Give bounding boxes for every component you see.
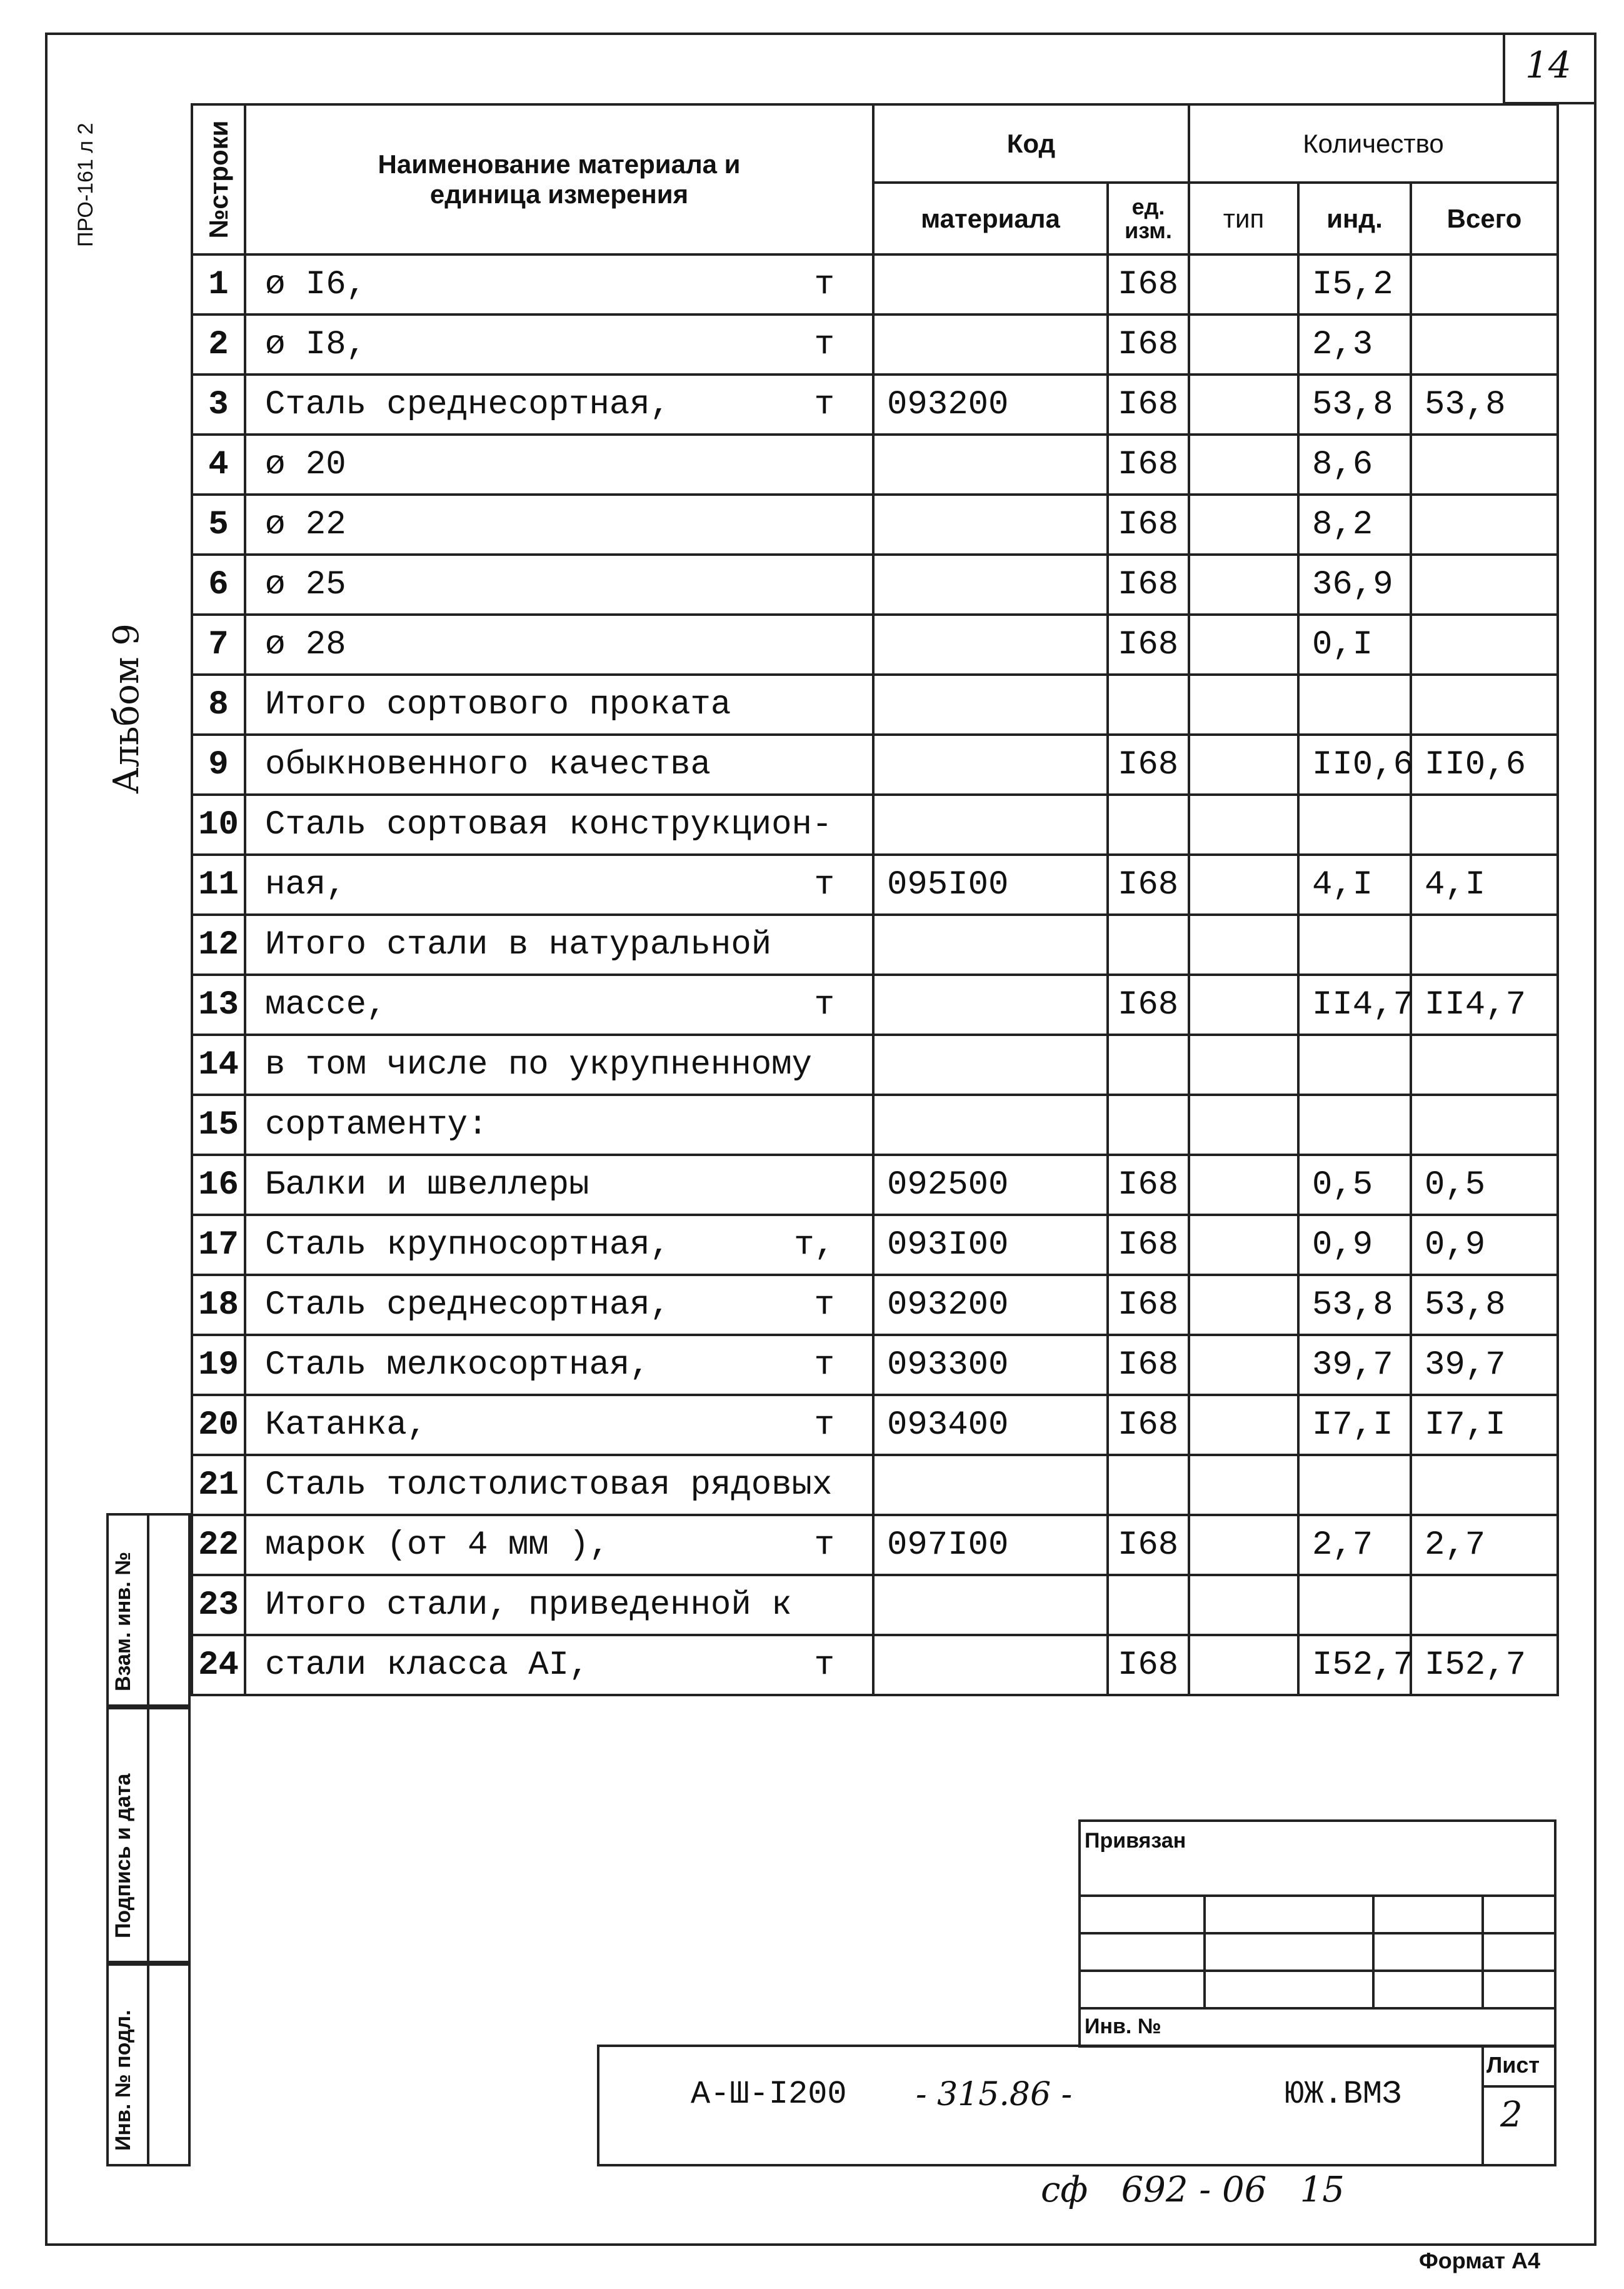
quantity-type — [1189, 735, 1298, 795]
row-number: 3 — [192, 375, 245, 435]
material-code — [873, 495, 1108, 555]
album-label: Альбом 9 — [106, 623, 147, 794]
quantity-ind: 36,9 — [1298, 555, 1411, 615]
material-unit: т — [814, 325, 835, 364]
header-name: Наименование материала и единица измерения — [245, 104, 873, 254]
table-row — [192, 1515, 1558, 1575]
quantity-type — [1189, 855, 1298, 915]
quantity-type — [1189, 1575, 1298, 1635]
table-row — [192, 675, 1558, 735]
row-number: 6 — [192, 555, 245, 615]
title-designation: А-Ш-I200 — [691, 2076, 847, 2113]
material-name — [245, 1095, 873, 1155]
header-quantity: Количество — [1189, 104, 1558, 183]
material-name-text: Сталь сортовая конструкцион- — [265, 805, 833, 844]
unit-code: I68 — [1108, 314, 1189, 375]
table-row — [192, 375, 1558, 435]
title-code: ЮЖ.ВМЗ — [1285, 2076, 1402, 2113]
quantity-total — [1411, 495, 1558, 555]
material-name-text: ная, — [265, 865, 346, 904]
row-number: 10 — [192, 795, 245, 855]
material-name-text: Итого стали, приведенной к — [265, 1586, 792, 1624]
quantity-ind: 0,9 — [1298, 1215, 1411, 1275]
page-number: 14 — [1525, 44, 1571, 86]
row-number: 14 — [192, 1035, 245, 1095]
material-name — [245, 495, 873, 555]
quantity-ind: I7,I — [1298, 1395, 1411, 1455]
privyazan-vline-2 — [1372, 1894, 1375, 2007]
table-row — [192, 735, 1558, 795]
material-unit: т — [814, 1526, 835, 1564]
material-name-text: Итого стали в натуральной — [265, 925, 772, 964]
quantity-ind: I5,2 — [1298, 254, 1411, 314]
title-sheet-line — [1481, 2085, 1556, 2088]
specification-body — [192, 254, 1558, 1695]
unit-code: I68 — [1108, 1515, 1189, 1575]
material-name-text: Катанка, — [265, 1406, 428, 1444]
quantity-total — [1411, 314, 1558, 375]
title-sheet-label: Лист — [1486, 2052, 1540, 2078]
material-unit: т — [814, 1346, 835, 1384]
quantity-ind: II4,7 — [1298, 975, 1411, 1035]
quantity-ind: 53,8 — [1298, 375, 1411, 435]
quantity-type — [1189, 1035, 1298, 1095]
quantity-ind: II0,6 — [1298, 735, 1411, 795]
title-number: - 315.86 - — [916, 2076, 1073, 2113]
material-code — [873, 1035, 1108, 1095]
material-name — [245, 615, 873, 675]
quantity-type — [1189, 1215, 1298, 1275]
material-unit: т — [814, 865, 835, 904]
material-name — [245, 855, 873, 915]
quantity-total — [1411, 915, 1558, 975]
table-row — [192, 1575, 1558, 1635]
side-stamp-vzam-label: Взам. инв. № — [111, 1551, 135, 1691]
material-name — [245, 975, 873, 1035]
quantity-type — [1189, 1155, 1298, 1215]
row-number: 23 — [192, 1575, 245, 1635]
material-code — [873, 675, 1108, 735]
row-number: 17 — [192, 1215, 245, 1275]
header-material: материала — [873, 183, 1108, 254]
material-code — [873, 1455, 1108, 1515]
quantity-ind — [1298, 795, 1411, 855]
material-code — [873, 615, 1108, 675]
material-name — [245, 1155, 873, 1215]
unit-code — [1108, 1095, 1189, 1155]
material-name — [245, 1455, 873, 1515]
material-name — [245, 375, 873, 435]
material-name-text: Сталь среднесортная, — [265, 385, 671, 424]
quantity-ind: 8,6 — [1298, 435, 1411, 495]
material-name — [245, 1515, 873, 1575]
material-unit: т — [814, 385, 835, 424]
material-name — [245, 555, 873, 615]
table-row — [192, 555, 1558, 615]
row-number: 18 — [192, 1275, 245, 1335]
material-code — [873, 435, 1108, 495]
quantity-total: 53,8 — [1411, 1275, 1558, 1335]
quantity-total: 0,9 — [1411, 1215, 1558, 1275]
row-number: 16 — [192, 1155, 245, 1215]
unit-code: I68 — [1108, 975, 1189, 1035]
privyazan-vline-3 — [1481, 1894, 1484, 2007]
unit-code — [1108, 675, 1189, 735]
quantity-type — [1189, 1635, 1298, 1695]
quantity-total — [1411, 675, 1558, 735]
unit-code: I68 — [1108, 555, 1189, 615]
material-name — [245, 254, 873, 314]
material-code: 097I00 — [873, 1515, 1108, 1575]
quantity-type — [1189, 795, 1298, 855]
material-name — [245, 1335, 873, 1395]
unit-code: I68 — [1108, 1635, 1189, 1695]
table-row — [192, 1455, 1558, 1515]
material-name-text: сортаменту: — [265, 1105, 488, 1144]
privyazan-inv-label: Инв. № — [1085, 2015, 1161, 2038]
quantity-type — [1189, 615, 1298, 675]
specification-table — [191, 103, 1559, 1696]
unit-code — [1108, 1455, 1189, 1515]
quantity-ind: 8,2 — [1298, 495, 1411, 555]
material-code — [873, 795, 1108, 855]
row-number: 5 — [192, 495, 245, 555]
row-number: 8 — [192, 675, 245, 735]
unit-code: I68 — [1108, 1215, 1189, 1275]
material-name — [245, 435, 873, 495]
quantity-ind: I52,7 — [1298, 1635, 1411, 1695]
quantity-total: 4,I — [1411, 855, 1558, 915]
quantity-total: 2,7 — [1411, 1515, 1558, 1575]
quantity-ind: 2,7 — [1298, 1515, 1411, 1575]
material-code: 093200 — [873, 1275, 1108, 1335]
row-number: 11 — [192, 855, 245, 915]
material-code — [873, 254, 1108, 314]
title-sheet-divider — [1481, 2045, 1484, 2166]
quantity-type — [1189, 1395, 1298, 1455]
quantity-ind: 0,5 — [1298, 1155, 1411, 1215]
header-type: тип — [1189, 183, 1298, 254]
material-name — [245, 1215, 873, 1275]
unit-code: I68 — [1108, 1155, 1189, 1215]
material-name — [245, 735, 873, 795]
material-name — [245, 1275, 873, 1335]
header-code: Код — [873, 104, 1189, 183]
unit-code: I68 — [1108, 1275, 1189, 1335]
side-stamp-inv-label: Инв. № подл. — [111, 2010, 135, 2151]
material-code — [873, 1095, 1108, 1155]
quantity-total: II4,7 — [1411, 975, 1558, 1035]
row-number: 12 — [192, 915, 245, 975]
handwritten-note: сф 692 - 06 15 — [1041, 2170, 1345, 2210]
material-code — [873, 314, 1108, 375]
quantity-type — [1189, 1335, 1298, 1395]
privyazan-line-2 — [1078, 1932, 1556, 1934]
table-row — [192, 1035, 1558, 1095]
unit-code: I68 — [1108, 615, 1189, 675]
material-name-text: Итого сортового проката — [265, 685, 731, 724]
quantity-type — [1189, 1455, 1298, 1515]
unit-code — [1108, 1575, 1189, 1635]
privyazan-label: Привязан — [1085, 1829, 1186, 1853]
table-row — [192, 1275, 1558, 1335]
unit-code: I68 — [1108, 375, 1189, 435]
row-number: 7 — [192, 615, 245, 675]
material-unit: т — [814, 265, 835, 304]
title-sheet-number: 2 — [1500, 2095, 1523, 2135]
material-name-text: обыкновенного качества — [265, 745, 711, 784]
material-unit: т, — [794, 1225, 835, 1264]
material-unit: т — [814, 985, 835, 1024]
row-number: 22 — [192, 1515, 245, 1575]
quantity-type — [1189, 314, 1298, 375]
quantity-type — [1189, 1095, 1298, 1155]
unit-code: I68 — [1108, 435, 1189, 495]
material-name-text: ø I8, — [265, 325, 367, 364]
table-row — [192, 855, 1558, 915]
material-name-text: Сталь крупносортная, — [265, 1225, 671, 1264]
quantity-ind — [1298, 675, 1411, 735]
quantity-ind — [1298, 915, 1411, 975]
quantity-ind: 2,3 — [1298, 314, 1411, 375]
material-name-text: ø 22 — [265, 505, 346, 544]
quantity-ind: 0,I — [1298, 615, 1411, 675]
quantity-type — [1189, 675, 1298, 735]
table-row — [192, 1395, 1558, 1455]
quantity-total — [1411, 1095, 1558, 1155]
unit-code — [1108, 1035, 1189, 1095]
quantity-ind: 53,8 — [1298, 1275, 1411, 1335]
table-row — [192, 615, 1558, 675]
quantity-total: 39,7 — [1411, 1335, 1558, 1395]
quantity-total: 0,5 — [1411, 1155, 1558, 1215]
row-number: 24 — [192, 1635, 245, 1695]
material-name-text: ø I6, — [265, 265, 367, 304]
quantity-total — [1411, 435, 1558, 495]
unit-code — [1108, 795, 1189, 855]
privyazan-vline-1 — [1203, 1894, 1206, 2007]
material-code: 093400 — [873, 1395, 1108, 1455]
quantity-total: 53,8 — [1411, 375, 1558, 435]
material-name — [245, 314, 873, 375]
side-stamp-divider — [147, 1513, 149, 2166]
quantity-ind — [1298, 1575, 1411, 1635]
material-name-text: ø 28 — [265, 625, 346, 664]
material-unit: т — [814, 1285, 835, 1324]
material-code — [873, 975, 1108, 1035]
quantity-type — [1189, 915, 1298, 975]
unit-code — [1108, 915, 1189, 975]
table-row — [192, 915, 1558, 975]
material-unit: т — [814, 1406, 835, 1444]
privyazan-line-1 — [1078, 1894, 1556, 1897]
quantity-total: II0,6 — [1411, 735, 1558, 795]
unit-code: I68 — [1108, 1335, 1189, 1395]
table-row — [192, 1155, 1558, 1215]
table-row — [192, 1335, 1558, 1395]
quantity-type — [1189, 375, 1298, 435]
material-code — [873, 555, 1108, 615]
unit-code: I68 — [1108, 1395, 1189, 1455]
material-code: 093I00 — [873, 1215, 1108, 1275]
table-row — [192, 1635, 1558, 1695]
material-code — [873, 915, 1108, 975]
quantity-ind — [1298, 1035, 1411, 1095]
header-ind: инд. — [1298, 183, 1411, 254]
unit-code: I68 — [1108, 254, 1189, 314]
quantity-total — [1411, 795, 1558, 855]
quantity-total — [1411, 1575, 1558, 1635]
row-number: 9 — [192, 735, 245, 795]
quantity-total — [1411, 1455, 1558, 1515]
format-label: Формат А4 — [1419, 2248, 1541, 2273]
quantity-total: I52,7 — [1411, 1635, 1558, 1695]
header-total: Всего — [1411, 183, 1558, 254]
quantity-total: I7,I — [1411, 1395, 1558, 1455]
side-stamp-podpis-label: Подпись и дата — [111, 1773, 135, 1938]
quantity-total — [1411, 1035, 1558, 1095]
table-row — [192, 975, 1558, 1035]
margin-code: ПРО-161 л 2 — [74, 123, 98, 247]
material-code: 095I00 — [873, 855, 1108, 915]
privyazan-line-4 — [1078, 2007, 1556, 2010]
privyazan-line-3 — [1078, 1970, 1556, 1972]
quantity-type — [1189, 555, 1298, 615]
material-name-text: в том числе по укрупненному — [265, 1045, 812, 1084]
quantity-ind — [1298, 1455, 1411, 1515]
quantity-type — [1189, 495, 1298, 555]
table-row — [192, 435, 1558, 495]
row-number: 19 — [192, 1335, 245, 1395]
header-row-no: №строки — [192, 104, 245, 254]
material-code: 092500 — [873, 1155, 1108, 1215]
row-number: 15 — [192, 1095, 245, 1155]
material-name — [245, 675, 873, 735]
material-code: 093300 — [873, 1335, 1108, 1395]
quantity-ind — [1298, 1095, 1411, 1155]
material-code — [873, 1635, 1108, 1695]
quantity-total — [1411, 615, 1558, 675]
material-unit: т — [814, 1646, 835, 1684]
quantity-type — [1189, 975, 1298, 1035]
material-name-text: ø 20 — [265, 445, 346, 484]
material-name-text: стали класса AI, — [265, 1646, 589, 1684]
material-code: 093200 — [873, 375, 1108, 435]
quantity-total — [1411, 555, 1558, 615]
material-name-text: Сталь среднесортная, — [265, 1285, 671, 1324]
row-number: 1 — [192, 254, 245, 314]
table-row — [192, 1095, 1558, 1155]
material-name — [245, 915, 873, 975]
quantity-ind: 39,7 — [1298, 1335, 1411, 1395]
table-row — [192, 495, 1558, 555]
material-code — [873, 735, 1108, 795]
table-row — [192, 795, 1558, 855]
quantity-type — [1189, 1275, 1298, 1335]
material-name — [245, 1395, 873, 1455]
table-row — [192, 314, 1558, 375]
material-name-text: массе, — [265, 985, 387, 1024]
row-number: 2 — [192, 314, 245, 375]
row-number: 13 — [192, 975, 245, 1035]
unit-code: I68 — [1108, 855, 1189, 915]
table-row — [192, 1215, 1558, 1275]
row-number: 21 — [192, 1455, 245, 1515]
row-number: 4 — [192, 435, 245, 495]
material-name — [245, 1035, 873, 1095]
material-code — [873, 1575, 1108, 1635]
quantity-total — [1411, 254, 1558, 314]
quantity-type — [1189, 435, 1298, 495]
material-name — [245, 795, 873, 855]
unit-code: I68 — [1108, 735, 1189, 795]
row-number: 20 — [192, 1395, 245, 1455]
material-name-text: Балки и швеллеры — [265, 1165, 589, 1204]
unit-code: I68 — [1108, 495, 1189, 555]
quantity-type — [1189, 1515, 1298, 1575]
material-name-text: Сталь мелкосортная, — [265, 1346, 650, 1384]
quantity-type — [1189, 254, 1298, 314]
header-unit: ед. изм. — [1108, 183, 1189, 254]
material-name-text: Сталь толстолистовая рядовых — [265, 1466, 833, 1504]
material-name — [245, 1635, 873, 1695]
material-name-text: ø 25 — [265, 565, 346, 604]
table-row — [192, 254, 1558, 314]
material-name-text: марок (от 4 мм ), — [265, 1526, 609, 1564]
material-name — [245, 1575, 873, 1635]
quantity-ind: 4,I — [1298, 855, 1411, 915]
